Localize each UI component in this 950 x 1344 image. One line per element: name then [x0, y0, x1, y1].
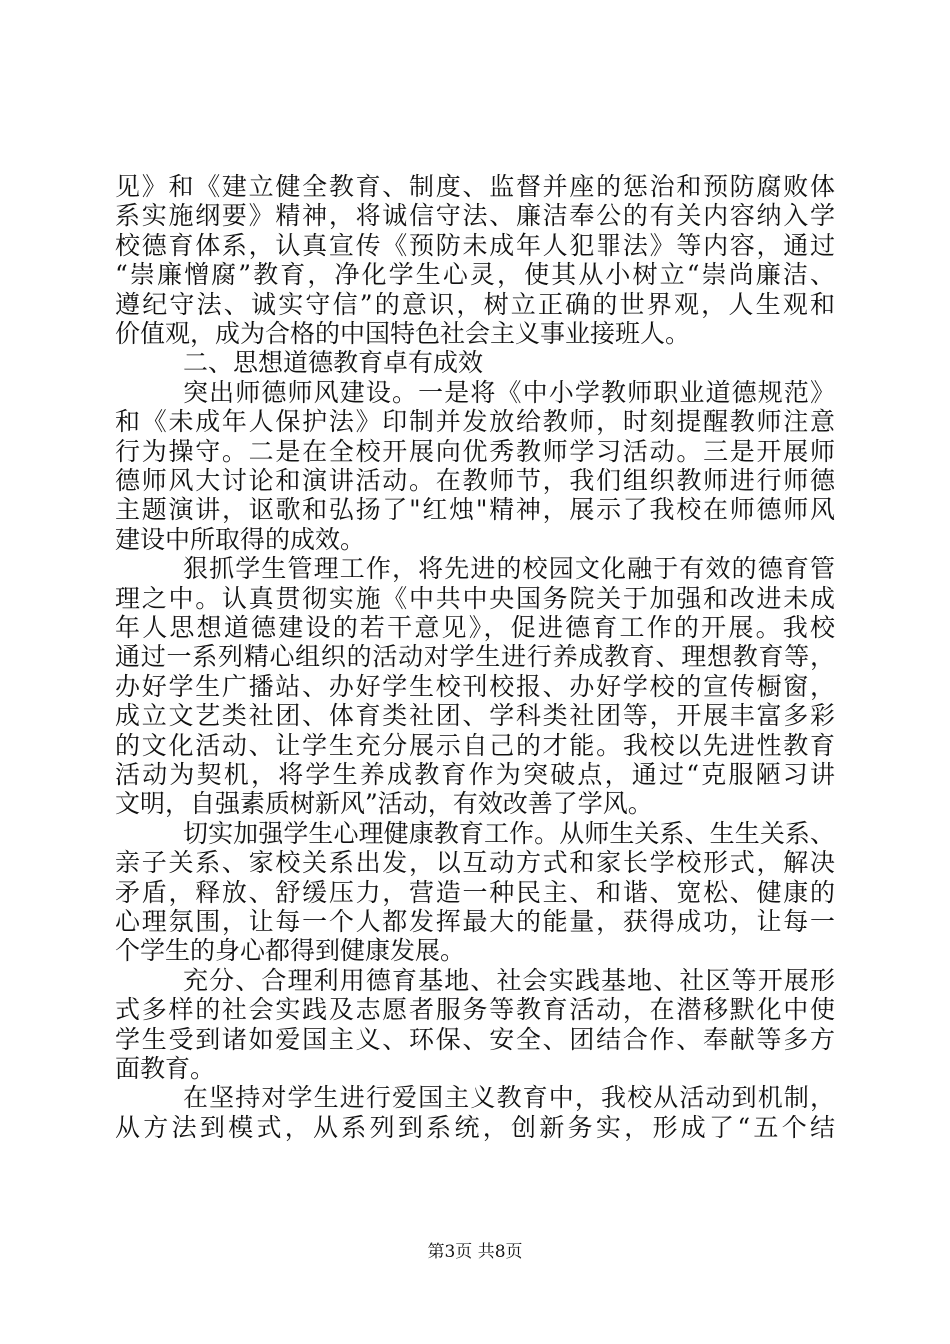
text-line: 个学生的身心都得到健康发展。 — [115, 936, 466, 965]
page-number-footer: 第3页 共8页 — [427, 1242, 523, 1262]
text-line: 活动为契机，将学生养成教育作为突破点，通过“克服陋习讲 — [115, 760, 835, 789]
text-line: 价值观，成为合格的中国特色社会主义事业接班人。 — [115, 319, 691, 348]
text-line: 遵纪守法、诚实守信”的意识，树立正确的世界观，人生观和 — [115, 290, 835, 319]
text-line: 从方法到模式，从系列到系统，创新务实，形成了“五个结 — [115, 1113, 835, 1142]
text-line: 办好学生广播站、办好学生校刊校报、办好学校的宣传橱窗， — [115, 672, 835, 701]
text-line: 年人思想道德建设的若干意见》，促进德育工作的开展。我校 — [115, 613, 835, 642]
text-line: 行为操守。二是在全校开展向优秀教师学习活动。三是开展师 — [115, 437, 835, 466]
text-line: 和《未成年人保护法》印制并发放给教师，时刻提醒教师注意 — [115, 407, 835, 436]
text-line: 在坚持对学生进行爱国主义教育中，我校从活动到机制， — [183, 1083, 835, 1112]
text-line: 充分、合理利用德育基地、社会实践基地、社区等开展形 — [183, 966, 835, 995]
text-line: 突出师德师风建设。一是将《中小学教师职业道德规范》 — [183, 378, 835, 407]
text-line: 亲子关系、家校关系出发，以互动方式和家长学校形式，解决 — [115, 848, 835, 877]
text-line: 文明，自强素质树新风”活动，有效改善了学风。 — [115, 789, 653, 818]
text-line: 系实施纲要》精神，将诚信守法、廉洁奉公的有关内容纳入学 — [115, 201, 835, 230]
text-line: 见》和《建立健全教育、制度、监督并座的惩治和预防腐败体 — [115, 172, 835, 201]
text-line: 切实加强学生心理健康教育工作。从师生关系、生生关系、 — [183, 819, 835, 848]
text-line: 狠抓学生管理工作，将先进的校园文化融于有效的德育管 — [183, 554, 835, 583]
text-line: 校德育体系，认真宣传《预防未成年人犯罪法》等内容，通过 — [115, 231, 835, 260]
text-line: 建设中所取得的成效。 — [115, 525, 366, 554]
text-line: 通过一系列精心组织的活动对学生进行养成教育、理想教育等， — [115, 642, 835, 671]
text-line: 面教育。 — [115, 1054, 216, 1083]
text-line: 成立文艺类社团、体育类社团、学科类社团等，开展丰富多彩 — [115, 701, 835, 730]
text-line: 学生受到诸如爱国主义、环保、安全、团结合作、奉献等多方 — [115, 1025, 835, 1054]
text-line: 心理氛围，让每一个人都发挥最大的能量，获得成功，让每一 — [115, 907, 835, 936]
text-line: “崇廉憎腐”教育，净化学生心灵，使其从小树立“崇尚廉洁、 — [115, 260, 835, 289]
text-line: 式多样的社会实践及志愿者服务等教育活动，在潜移默化中使 — [115, 995, 835, 1024]
text-line: 矛盾，释放、舒缓压力，营造一种民主、和谐、宽松、健康的 — [115, 878, 835, 907]
text-line: 理之中。认真贯彻实施《中共中央国务院关于加强和改进未成 — [115, 584, 835, 613]
text-line: 主题演讲，讴歌和弘扬了"红烛"精神，展示了我校在师德师风 — [115, 495, 835, 524]
text-line: 德师风大讨论和演讲活动。在教师节，我们组织教师进行师德 — [115, 466, 835, 495]
text-line: 的文化活动、让学生充分展示自己的才能。我校以先进性教育 — [115, 731, 835, 760]
section-heading: 二、思想道德教育卓有成效 — [183, 348, 484, 377]
